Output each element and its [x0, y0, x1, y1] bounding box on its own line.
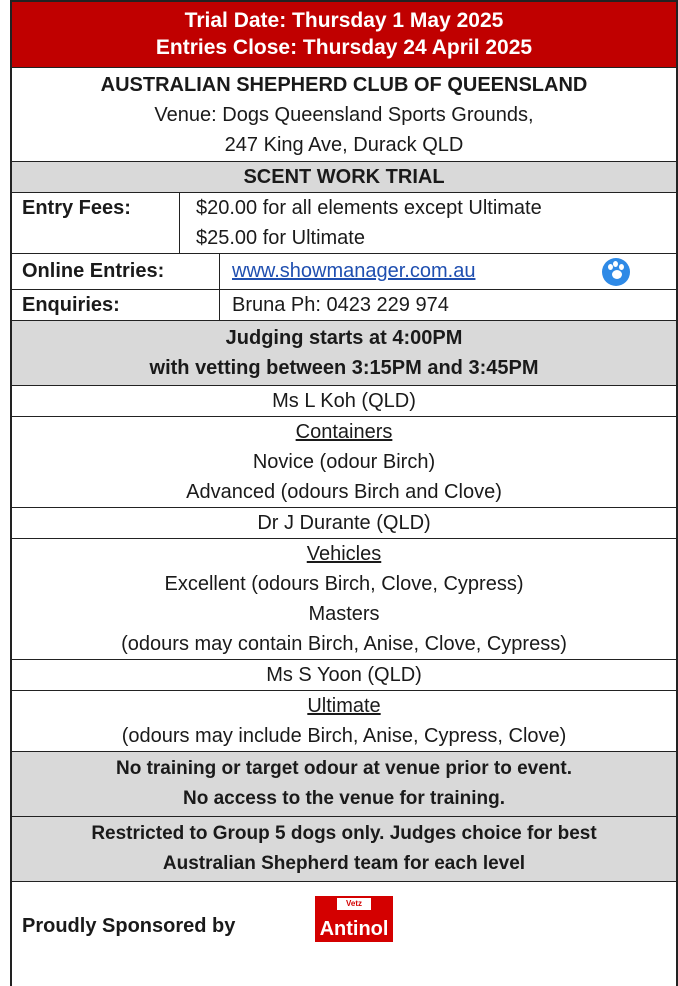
- trial-date: Trial Date: Thursday 1 May 2025: [184, 9, 504, 32]
- judge-name-1: Ms L Koh (QLD): [12, 386, 676, 417]
- trial-schedule: [10, 0, 678, 986]
- element-containers: Containers: [295, 421, 393, 443]
- class-line: Advanced (odours Birch and Clove): [186, 481, 502, 503]
- online-entries-value: [220, 254, 676, 289]
- showmanager-link[interactable]: www.showmanager.com.au: [232, 260, 476, 282]
- judge-name-2: Dr J Durante (QLD): [12, 508, 676, 539]
- entry-fee-line-1: $20.00 for all elements except Ultimate: [196, 197, 542, 219]
- element-vehicles: Vehicles: [306, 543, 382, 565]
- notice-line: No training or target odour at venue prior to event.: [115, 758, 573, 779]
- entry-fee-line-2: $25.00 for Ultimate: [196, 227, 365, 249]
- trial-type: SCENT WORK TRIAL: [12, 162, 676, 193]
- notice-line: Restricted to Group 5 dogs only. Judges choice for best: [91, 823, 597, 844]
- sponsor-label: Proudly Sponsored by: [22, 915, 236, 937]
- notice-line: No access to the venue for training.: [182, 788, 506, 809]
- venue-line-1: Venue: Dogs Queensland Sports Grounds,: [154, 104, 534, 126]
- logo-vetz-petz: Vetz Petz: [337, 898, 371, 910]
- notice-line: Australian Shepherd team for each level: [162, 853, 526, 874]
- judging-times: [12, 321, 676, 386]
- judge-name-3: Ms S Yoon (QLD): [12, 660, 676, 691]
- class-line: Novice (odour Birch): [252, 451, 436, 473]
- class-line: (odours may include Birch, Anise, Cypress, Clove): [121, 725, 567, 747]
- judge-2-classes: [12, 539, 676, 660]
- club-info: [12, 68, 676, 162]
- sponsor-row: [12, 882, 676, 942]
- antinol-logo: [315, 896, 393, 942]
- entry-fees-row: [12, 193, 676, 254]
- online-entries-row: [12, 254, 676, 290]
- online-entries-label: Online Entries:: [12, 254, 220, 289]
- judging-line-1: Judging starts at 4:00PM: [225, 327, 463, 349]
- venue-line-2: 247 King Ave, Durack QLD: [224, 134, 464, 156]
- judge-3-classes: [12, 691, 676, 752]
- class-line: Masters: [308, 603, 380, 625]
- entry-fees-value: [180, 193, 676, 253]
- judging-line-2: with vetting between 3:15PM and 3:45PM: [149, 357, 539, 379]
- enquiries-value: Bruna Ph: 0423 229 974: [232, 294, 449, 316]
- restriction-notice: [12, 817, 676, 882]
- entries-close: Entries Close: Thursday 24 April 2025: [155, 36, 533, 59]
- enquiries-row: [12, 290, 676, 321]
- logo-antinol: Antinol: [319, 918, 389, 940]
- element-ultimate: Ultimate: [307, 695, 381, 717]
- class-line: Excellent (odours Birch, Clove, Cypress): [164, 573, 524, 595]
- header-banner: [12, 0, 676, 68]
- enquiries-label: Enquiries:: [12, 290, 220, 320]
- training-notice: [12, 752, 676, 817]
- class-line: (odours may contain Birch, Anise, Clove, Cypress): [121, 633, 567, 655]
- judge-1-classes: [12, 417, 676, 508]
- paw-icon: [602, 258, 630, 286]
- entry-fees-label: Entry Fees:: [12, 193, 180, 253]
- club-name: AUSTRALIAN SHEPHERD CLUB OF QUEENSLAND: [100, 74, 588, 96]
